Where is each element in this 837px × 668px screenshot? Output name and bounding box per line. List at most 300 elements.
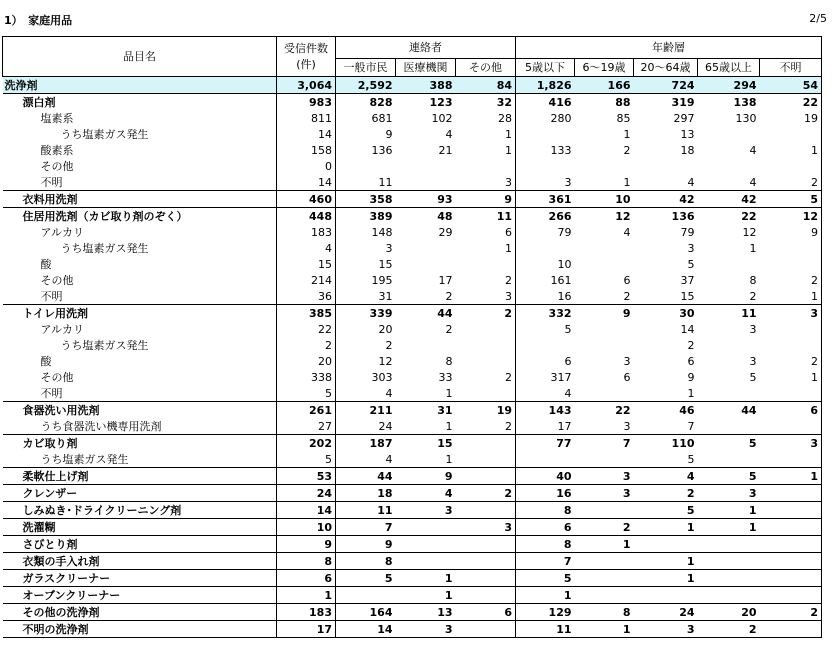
- table-cell: 11: [698, 305, 760, 322]
- table-cell: 42: [698, 191, 760, 208]
- table-cell: [516, 158, 575, 174]
- table-cell: 79: [680, 225, 695, 239]
- table-cell: 42: [634, 191, 698, 208]
- row-label: その他: [3, 272, 277, 288]
- table-cell: 3: [575, 468, 634, 485]
- table-cell: 1: [634, 570, 698, 587]
- table-row: [3, 126, 822, 142]
- column-header-age-6-19: 6～19歳: [575, 59, 634, 77]
- table-cell: 161: [550, 273, 572, 287]
- column-header-age-unknown: 不明: [760, 59, 822, 77]
- table-cell: 6: [277, 570, 336, 587]
- table-cell: 37: [680, 273, 695, 287]
- table-cell: 7: [687, 419, 695, 433]
- table-cell: 2: [456, 272, 516, 288]
- column-group-age: 年齢層: [516, 37, 822, 59]
- table-cell: 5: [564, 322, 572, 336]
- table-cell: 19: [456, 402, 516, 419]
- table-cell: 319: [634, 94, 698, 111]
- row-label: その他: [3, 158, 277, 174]
- table-cell: 18: [336, 485, 396, 502]
- table-cell: 164: [336, 604, 396, 621]
- table-cell: 79: [557, 225, 572, 239]
- table-cell: 10: [557, 257, 572, 271]
- row-label: アルカリ: [3, 321, 277, 337]
- table-cell: 460: [277, 191, 336, 208]
- table-cell: 183: [277, 604, 336, 621]
- table-cell: [456, 451, 516, 468]
- table-cell: 16: [557, 289, 572, 303]
- table-cell: 1: [698, 502, 760, 519]
- table-cell: 40: [516, 468, 575, 485]
- table-cell: 2: [687, 338, 695, 352]
- table-cell: [760, 337, 822, 353]
- table-row: [3, 519, 822, 536]
- table-cell: 8: [336, 553, 396, 570]
- table-row: [3, 288, 822, 305]
- table-cell: 5: [687, 452, 695, 466]
- table-cell: 44: [698, 402, 760, 419]
- table-cell: 187: [336, 435, 396, 452]
- table-cell: 3: [760, 435, 822, 452]
- table-cell: [575, 587, 634, 604]
- table-cell: [516, 337, 575, 353]
- table-cell: 36: [277, 288, 336, 305]
- table-cell: 130: [735, 111, 757, 125]
- table-cell: 9: [575, 305, 634, 322]
- table-cell: [516, 126, 575, 142]
- table-cell: [456, 158, 516, 174]
- table-cell: 1: [445, 386, 453, 400]
- table-cell: 5: [749, 370, 757, 384]
- table-cell: 21: [438, 143, 453, 157]
- row-label: 塩素系: [3, 110, 277, 126]
- table-cell: 148: [371, 225, 393, 239]
- table-cell: 10: [277, 519, 336, 536]
- table-cell: 4: [385, 452, 393, 466]
- table-cell: 211: [336, 402, 396, 419]
- row-label: その他: [3, 369, 277, 385]
- table-cell: 85: [616, 111, 631, 125]
- table-cell: 20: [277, 353, 336, 369]
- table-cell: 1: [396, 587, 456, 604]
- table-cell: 5: [516, 570, 575, 587]
- row-label: うち食器洗い機専用洗剤: [3, 418, 277, 435]
- table-row: [3, 604, 822, 621]
- table-cell: 3: [749, 354, 757, 368]
- table-cell: 24: [378, 419, 393, 433]
- table-cell: 1: [760, 142, 822, 158]
- table-cell: 53: [277, 468, 336, 485]
- row-label: 不明: [3, 385, 277, 402]
- table-cell: 13: [396, 604, 456, 621]
- table-cell: 4: [634, 468, 698, 485]
- table-cell: [698, 418, 760, 435]
- report-header: [0, 0, 837, 36]
- table-cell: 2: [456, 418, 516, 435]
- row-label: しみぬき･ドライクリーニング剤: [3, 502, 277, 519]
- table-cell: 183: [277, 224, 336, 240]
- table-cell: 2: [385, 338, 393, 352]
- table-cell: 2: [575, 519, 634, 536]
- table-cell: [456, 587, 516, 604]
- row-label: 食器洗い用洗剤: [3, 402, 277, 419]
- table-cell: 14: [336, 621, 396, 638]
- table-cell: 3: [456, 174, 516, 191]
- row-label: うち塩素ガス発生: [3, 126, 277, 142]
- table-cell: 3: [749, 322, 757, 336]
- table-cell: 317: [550, 370, 572, 384]
- table-cell: 1: [623, 127, 631, 141]
- table-cell: [760, 587, 822, 604]
- table-cell: 9: [760, 224, 822, 240]
- table-cell: 15: [396, 435, 456, 452]
- table-cell: 166: [575, 77, 634, 94]
- table-cell: 1: [445, 452, 453, 466]
- table-cell: [634, 158, 698, 174]
- table-cell: [760, 126, 822, 142]
- table-cell: 1: [456, 126, 516, 142]
- table-row: [3, 256, 822, 272]
- table-cell: 11: [378, 175, 393, 189]
- table-cell: [396, 240, 456, 256]
- table-cell: [456, 385, 516, 402]
- table-row: [3, 158, 822, 174]
- table-cell: [456, 553, 516, 570]
- table-cell: 15: [378, 257, 393, 271]
- table-cell: 0: [277, 158, 336, 174]
- table-row: [3, 224, 822, 240]
- table-cell: [456, 621, 516, 638]
- table-cell: [760, 570, 822, 587]
- table-cell: 129: [516, 604, 575, 621]
- table-cell: 17: [277, 621, 336, 638]
- table-cell: 3: [634, 621, 698, 638]
- table-cell: 3,064: [277, 77, 336, 94]
- table-cell: [698, 587, 760, 604]
- table-cell: 4: [564, 386, 572, 400]
- table-cell: 3: [698, 485, 760, 502]
- column-group-contact: 連絡者: [336, 37, 516, 59]
- table-cell: 6: [623, 370, 631, 384]
- table-cell: 93: [396, 191, 456, 208]
- table-body: [3, 77, 822, 638]
- table-row: [3, 402, 822, 419]
- table-row: [3, 369, 822, 385]
- table-cell: [575, 256, 634, 272]
- table-cell: 195: [371, 273, 393, 287]
- page-number: 2/5: [809, 12, 827, 25]
- table-row: [3, 337, 822, 353]
- table-cell: [698, 385, 760, 402]
- table-cell: 33: [438, 370, 453, 384]
- table-cell: 29: [438, 225, 453, 239]
- table-cell: 2: [445, 289, 453, 303]
- table-cell: 9: [336, 536, 396, 553]
- table-cell: 828: [336, 94, 396, 111]
- table-cell: 332: [516, 305, 575, 322]
- table-cell: 811: [277, 110, 336, 126]
- column-header-age-20-64: 20～64歳: [634, 59, 698, 77]
- table-cell: 30: [634, 305, 698, 322]
- table-cell: 6: [456, 604, 516, 621]
- table-cell: [575, 337, 634, 353]
- row-label: 衣類の手入れ剤: [3, 553, 277, 570]
- table-cell: 7: [336, 519, 396, 536]
- table-cell: [698, 536, 760, 553]
- table-cell: 22: [575, 402, 634, 419]
- table-cell: 24: [634, 604, 698, 621]
- table-row: [3, 142, 822, 158]
- table-cell: 2: [445, 322, 453, 336]
- table-cell: 1: [575, 536, 634, 553]
- table-cell: 3: [687, 241, 695, 255]
- table-cell: [575, 451, 634, 468]
- table-cell: [516, 240, 575, 256]
- table-cell: 4: [445, 127, 453, 141]
- table-cell: 202: [277, 435, 336, 452]
- table-cell: 22: [760, 94, 822, 111]
- table-cell: 1: [634, 553, 698, 570]
- table-cell: 2: [760, 353, 822, 369]
- table-cell: [575, 570, 634, 587]
- table-cell: 7: [516, 553, 575, 570]
- table-cell: 8: [575, 604, 634, 621]
- table-cell: 1: [277, 587, 336, 604]
- table-cell: [760, 485, 822, 502]
- table-cell: [698, 256, 760, 272]
- table-cell: 4: [277, 240, 336, 256]
- table-cell: 2: [623, 289, 631, 303]
- table-cell: 10: [575, 191, 634, 208]
- table-cell: 3: [623, 354, 631, 368]
- table-cell: 5: [336, 570, 396, 587]
- table-cell: [760, 553, 822, 570]
- table-cell: 14: [680, 322, 695, 336]
- table-cell: 17: [438, 273, 453, 287]
- table-cell: 6: [456, 224, 516, 240]
- table-row: [3, 587, 822, 604]
- table-cell: 6: [687, 354, 695, 368]
- table-cell: [575, 321, 634, 337]
- table-cell: [760, 621, 822, 638]
- table-row: [3, 468, 822, 485]
- table-cell: [336, 158, 396, 174]
- table-cell: 158: [277, 142, 336, 158]
- table-row: [3, 191, 822, 208]
- table-cell: 143: [516, 402, 575, 419]
- table-cell: [760, 240, 822, 256]
- table-row: [3, 305, 822, 322]
- table-cell: 15: [680, 289, 695, 303]
- table-row: [3, 485, 822, 502]
- table-cell: 2: [456, 369, 516, 385]
- table-cell: 1: [623, 175, 631, 189]
- table-cell: 133: [550, 143, 572, 157]
- table-cell: 15: [277, 256, 336, 272]
- table-cell: [396, 256, 456, 272]
- table-cell: 5: [698, 468, 760, 485]
- table-cell: 8: [516, 502, 575, 519]
- table-cell: 361: [516, 191, 575, 208]
- table-cell: 3: [575, 485, 634, 502]
- table-cell: 138: [698, 94, 760, 111]
- table-row: [3, 385, 822, 402]
- table-cell: 4: [385, 386, 393, 400]
- table-cell: 1,826: [516, 77, 575, 94]
- row-label: オーブンクリーナー: [3, 587, 277, 604]
- table-row: [3, 208, 822, 225]
- table-cell: [634, 587, 698, 604]
- table-cell: 2: [760, 174, 822, 191]
- row-label: クレンザー: [3, 485, 277, 502]
- table-cell: 48: [396, 208, 456, 225]
- table-cell: [575, 385, 634, 402]
- table-cell: 2: [749, 289, 757, 303]
- table-row: [3, 110, 822, 126]
- row-label: 洗濯糊: [3, 519, 277, 536]
- table-cell: 2: [456, 485, 516, 502]
- table-cell: [698, 158, 760, 174]
- table-cell: [760, 519, 822, 536]
- table-cell: [575, 553, 634, 570]
- table-cell: [575, 158, 634, 174]
- table-row: [3, 621, 822, 638]
- table-cell: 11: [516, 621, 575, 638]
- table-cell: 6: [564, 354, 572, 368]
- table-cell: [760, 256, 822, 272]
- table-cell: 20: [378, 322, 393, 336]
- table-cell: 8: [277, 553, 336, 570]
- table-cell: 339: [336, 305, 396, 322]
- table-cell: 1: [698, 519, 760, 536]
- table-cell: [760, 321, 822, 337]
- table-cell: 28: [456, 110, 516, 126]
- table-cell: 7: [575, 435, 634, 452]
- table-cell: 1: [634, 519, 698, 536]
- table-row: [3, 77, 822, 94]
- table-cell: 31: [378, 289, 393, 303]
- row-label: アルカリ: [3, 224, 277, 240]
- table-row: [3, 536, 822, 553]
- row-label: 不明の洗浄剤: [3, 621, 277, 638]
- table-cell: 1: [456, 240, 516, 256]
- column-header-contact-other: その他: [456, 59, 516, 77]
- table-cell: 4: [396, 485, 456, 502]
- table-cell: 6: [760, 402, 822, 419]
- table-cell: [396, 536, 456, 553]
- table-cell: 681: [371, 111, 393, 125]
- table-cell: 12: [575, 208, 634, 225]
- table-cell: 5: [277, 385, 336, 402]
- table-cell: 3: [564, 175, 572, 189]
- table-cell: [698, 570, 760, 587]
- table-cell: 1: [396, 570, 456, 587]
- table-cell: 2: [760, 604, 822, 621]
- table-cell: 9: [687, 370, 695, 384]
- table-cell: 14: [277, 126, 336, 142]
- table-cell: 12: [760, 208, 822, 225]
- row-label: うち塩素ガス発生: [3, 240, 277, 256]
- table-cell: [698, 451, 760, 468]
- table-cell: 1: [456, 142, 516, 158]
- table-cell: 3: [623, 419, 631, 433]
- table-cell: 4: [749, 143, 757, 157]
- table-cell: [456, 570, 516, 587]
- table-cell: [575, 502, 634, 519]
- table-cell: 4: [623, 225, 631, 239]
- table-cell: 44: [396, 305, 456, 322]
- table-cell: [516, 451, 575, 468]
- table-cell: 261: [277, 402, 336, 419]
- table-cell: [760, 158, 822, 174]
- table-cell: 388: [396, 77, 456, 94]
- column-header-age-65plus: 65歳以上: [698, 59, 760, 77]
- table-cell: [396, 553, 456, 570]
- column-header-item: 品目名: [3, 37, 277, 77]
- table-cell: 19: [760, 110, 822, 126]
- table-cell: 448: [277, 208, 336, 225]
- table-cell: 17: [557, 419, 572, 433]
- table-cell: [698, 553, 760, 570]
- table-cell: [698, 126, 760, 142]
- table-cell: 11: [336, 502, 396, 519]
- table-cell: 338: [277, 369, 336, 385]
- table-cell: 9: [396, 468, 456, 485]
- table-row: [3, 353, 822, 369]
- table-cell: [760, 385, 822, 402]
- table-cell: 14: [277, 174, 336, 191]
- table-cell: 1: [516, 587, 575, 604]
- table-cell: 2: [277, 337, 336, 353]
- table-cell: [456, 353, 516, 369]
- table-row: [3, 94, 822, 111]
- table-row: [3, 570, 822, 587]
- table-cell: 54: [760, 77, 822, 94]
- table-cell: 983: [277, 94, 336, 111]
- table-row: [3, 502, 822, 519]
- table-cell: 46: [634, 402, 698, 419]
- table-cell: 18: [680, 143, 695, 157]
- row-label: 衣料用洗剤: [3, 191, 277, 208]
- table-cell: 136: [634, 208, 698, 225]
- row-label: トイレ用洗剤: [3, 305, 277, 322]
- table-cell: 214: [277, 272, 336, 288]
- table-cell: 3: [396, 621, 456, 638]
- table-cell: 32: [456, 94, 516, 111]
- table-cell: 22: [698, 208, 760, 225]
- table-cell: 416: [516, 94, 575, 111]
- table-cell: 12: [742, 225, 757, 239]
- table-cell: 385: [277, 305, 336, 322]
- table-cell: 11: [456, 208, 516, 225]
- table-cell: 358: [336, 191, 396, 208]
- row-label: うち塩素ガス発生: [3, 451, 277, 468]
- table-cell: 44: [336, 468, 396, 485]
- column-header-received: 受信件数 (件): [277, 37, 336, 77]
- table-cell: [760, 502, 822, 519]
- table-cell: 8: [445, 354, 453, 368]
- table-cell: 3: [385, 241, 393, 255]
- table-cell: 14: [277, 502, 336, 519]
- row-label: その他の洗浄剤: [3, 604, 277, 621]
- table-cell: 4: [749, 175, 757, 189]
- table-cell: 9: [456, 191, 516, 208]
- table-cell: [456, 321, 516, 337]
- table-cell: 8: [516, 536, 575, 553]
- row-label: 不明: [3, 174, 277, 191]
- table-cell: 5: [687, 257, 695, 271]
